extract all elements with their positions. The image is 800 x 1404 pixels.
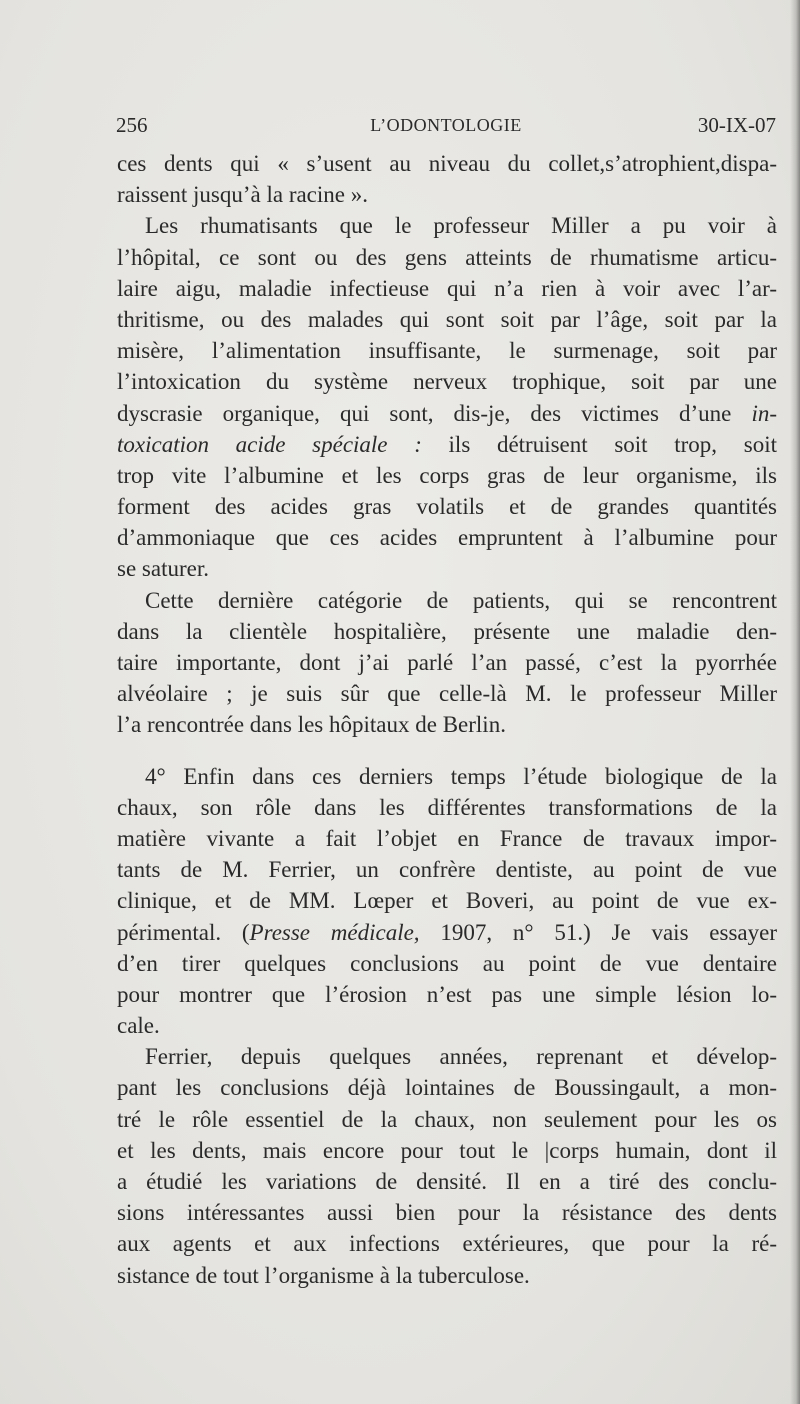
text-line: forment des acides gras volatils et de grandes quantités xyxy=(117,494,777,520)
text-line: Cette dernière catégorie de patients, qui se rencontrent xyxy=(145,587,777,613)
text-line: pour montrer que l’érosion n’est pas une simple lésion lo- xyxy=(117,981,777,1007)
text-line: l’a rencontrée dans les hôpitaux de Berlin. xyxy=(117,712,506,738)
text-line: cale. xyxy=(117,1013,160,1039)
text-line: taire importante, dont j’ai parlé l’an passé, c’est la pyorrhée xyxy=(117,650,777,675)
text-line: Ferrier, depuis quelques années, reprenant et dévelop- xyxy=(145,1044,777,1070)
text-line: ces dents qui « s’usent au niveau du collet,s’atrophient,dispa- xyxy=(117,151,777,176)
text-line: Les rhumatisants que le professeur Miller a pu voir à xyxy=(145,213,777,239)
text-line: pant les conclusions déjà lointaines de Boussingault, a mon- xyxy=(117,1075,777,1101)
text-line: tants de M. Ferrier, un confrère dentiste, au point de vue xyxy=(117,857,777,883)
text-line: thritisme, ou des malades qui sont soit par l’âge, soit par la xyxy=(117,306,777,332)
text-line: alvéolaire ; je suis sûr que celle-là M. le professeur Miller xyxy=(117,681,777,707)
running-header xyxy=(116,113,776,143)
text-line: 4° Enfin dans ces derniers temps l’étude biologique de la xyxy=(145,763,777,789)
text-line: laire aigu, maladie infectieuse qui n’a rien à voir avec l’ar- xyxy=(117,275,777,301)
text-line: et les dents, mais encore pour tout le |corps humain, dont il xyxy=(117,1137,777,1163)
text-line: aux agents et aux infections extérieures, que pour la ré- xyxy=(117,1231,777,1257)
issue-date: 30-IX-07 xyxy=(697,113,776,137)
text-line: dans la clientèle hospitalière, présente une maladie den- xyxy=(117,618,777,644)
running-title: L’ODONTOLOGIE xyxy=(370,115,522,135)
text-line: l’intoxication du système nerveux trophique, soit par une xyxy=(117,369,777,395)
text-line: trop vite l’albumine et les corps gras de leur organisme, ils xyxy=(117,462,777,488)
text-line: raissent jusqu’à la racine ». xyxy=(117,182,368,208)
text-line: l’hôpital, ce sont ou des gens atteints de rhumatisme articu- xyxy=(117,244,777,270)
text-line: toxication acide spéciale : ils détruisent soit trop, soit xyxy=(117,431,777,457)
text-line: tré le rôle essentiel de la chaux, non seulement pour les os xyxy=(117,1106,777,1132)
page-edge-shadow xyxy=(790,0,800,1404)
text-line: sions intéressantes aussi bien pour la résistance des dents xyxy=(117,1200,777,1226)
text-line: périmental. (Presse médicale, 1907, n° 51.) Je vais essayer xyxy=(117,919,777,945)
text-line: matière vivante a fait l’objet en France de travaux impor- xyxy=(117,825,777,851)
text-line: chaux, son rôle dans les différentes transformations de la xyxy=(117,794,777,820)
body-text xyxy=(117,148,777,1291)
text-line: d’en tirer quelques conclusions au point de vue dentaire xyxy=(117,950,777,976)
text-line: dyscrasie organique, qui sont, dis-je, des victimes d’une in- xyxy=(117,400,777,426)
text-line: se saturer. xyxy=(117,556,209,582)
text-line: d’ammoniaque que ces acides empruntent à l’albumine pour xyxy=(117,525,777,551)
text-line: a étudié les variations de densité. Il en a tiré des conclu- xyxy=(117,1169,777,1194)
page-number: 256 xyxy=(116,113,148,137)
text-line: sistance de tout l’organisme à la tuberculose. xyxy=(117,1262,530,1288)
text-line: clinique, et de MM. Lœper et Boveri, au point de vue ex- xyxy=(117,888,777,914)
paragraph-gap xyxy=(117,741,777,761)
text-line: misère, l’alimentation insuffisante, le surmenage, soit par xyxy=(117,338,777,364)
